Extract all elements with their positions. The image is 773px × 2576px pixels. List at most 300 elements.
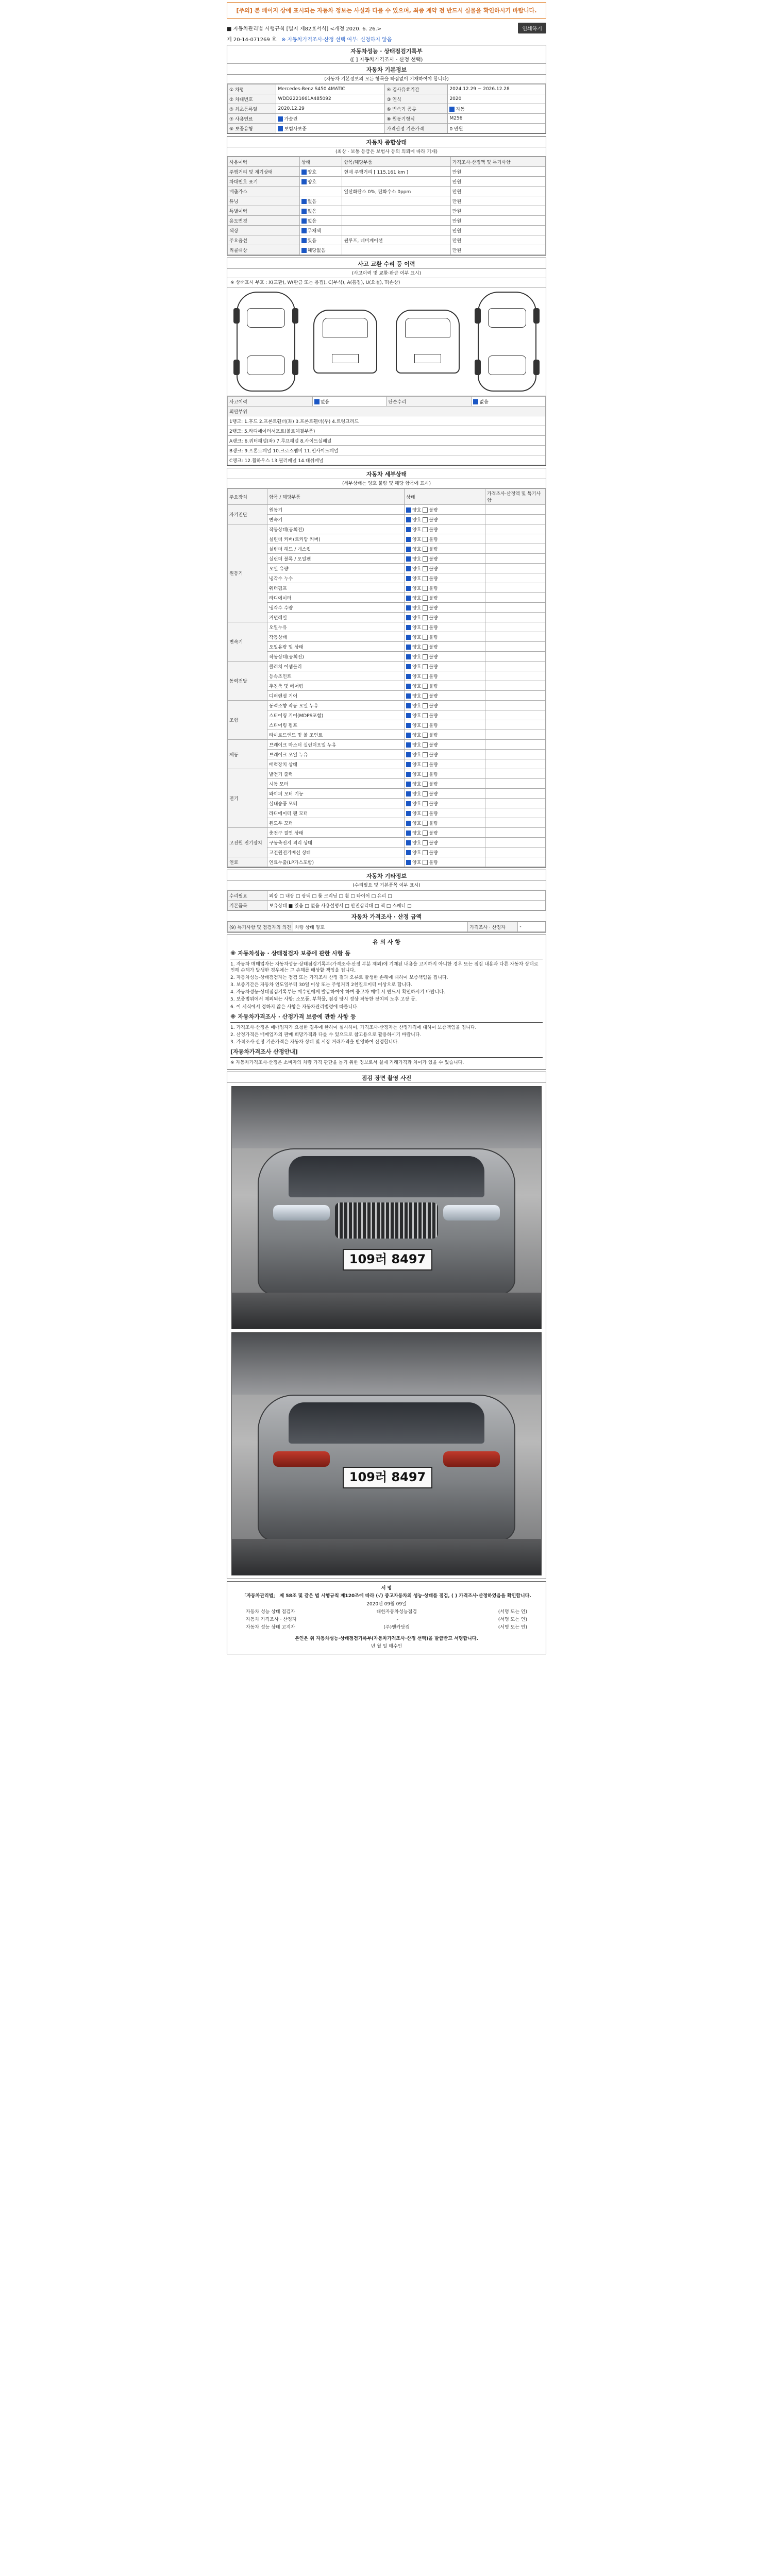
detail-item: 변속기 xyxy=(267,515,405,524)
detail-state-bad: 불량 xyxy=(429,527,438,533)
detail-row xyxy=(228,662,546,671)
detail-item: 작동상태(공회전) xyxy=(267,524,405,534)
checkbox-icon xyxy=(423,791,428,796)
checkbox-icon xyxy=(406,693,411,699)
doc-title xyxy=(227,45,546,64)
detail-item: 워터펌프 xyxy=(267,583,405,593)
checkbox-icon xyxy=(406,831,411,836)
model-label: ① 차명 xyxy=(228,84,276,94)
detail-note xyxy=(485,808,546,818)
signoff-name: 대한자동차성능점검 xyxy=(376,1609,417,1615)
accident-text: 없음 xyxy=(320,399,330,405)
status-state-text: 양호 xyxy=(307,170,317,175)
status-row-note: 만원 xyxy=(450,196,545,206)
accident-legend: ※ 상태표시 부호 : X(교환), W(판금 또는 용접), C(부식), A(흠집), U(요철), T(손상) xyxy=(227,278,546,287)
outer-row: 2랭크: 5.라디에이터서포트(볼트체결부품) xyxy=(228,426,546,436)
status-col-3: 항목/해당부품 xyxy=(342,157,450,167)
checkbox-icon xyxy=(406,752,411,757)
detail-state-bad: 불량 xyxy=(429,742,438,748)
opinion-head: 자동차 가격조사 · 산정 금액 xyxy=(227,910,546,922)
detail-state xyxy=(405,730,485,740)
detail-row xyxy=(228,691,546,701)
checkbox-icon xyxy=(423,547,428,552)
notes-title-1: ※ 자동차성능 · 상태점검자 보증에 관한 사항 등 xyxy=(230,950,543,959)
status-row-label: 주요옵션 xyxy=(228,235,300,245)
status-row-label: 차대번호 표기 xyxy=(228,177,300,187)
detail-note xyxy=(485,681,546,691)
detail-row xyxy=(228,515,546,524)
signoff-rows xyxy=(230,1608,543,1632)
checkbox-icon xyxy=(423,850,428,855)
checkbox-icon xyxy=(406,654,411,659)
details-sub: (세부상태는 양호 불량 및 해당 항목에 표시) xyxy=(227,479,546,488)
note-paragraph: ※ 자동차가격조사·산정은 소비자의 차량 가격 판단을 돕기 위한 정보로서 실제 거래가격과 차이가 있을 수 있습니다. xyxy=(230,1060,464,1065)
detail-note xyxy=(485,799,546,808)
detail-item: 와이퍼 모터 기능 xyxy=(267,789,405,799)
signoff-sign: (서명 또는 인) xyxy=(498,1609,527,1615)
detail-state xyxy=(405,534,485,544)
detail-row xyxy=(228,808,546,818)
checkbox-icon xyxy=(423,654,428,659)
vin-label: ② 차대번호 xyxy=(228,94,276,104)
checkbox-icon xyxy=(423,586,428,591)
detail-state xyxy=(405,818,485,828)
detail-row xyxy=(228,603,546,613)
status-row-label: 색상 xyxy=(228,226,300,235)
detail-row xyxy=(228,554,546,564)
detail-state-bad: 불량 xyxy=(429,772,438,777)
notes-title-2: ※ 자동차가격조사 · 산정가격 보증에 관한 사항 등 xyxy=(230,1013,543,1023)
status-row xyxy=(228,196,546,206)
basic-info-section xyxy=(227,45,546,134)
photos-section xyxy=(227,1072,546,1579)
signoff-intro: 「자동차관리법」 제 58조 및 같은 법 시행규칙 제120조에 따라 (√) 중고자동차의 성능·상태를 점검, ( ) 가격조사·산정하였음을 확인합니다. xyxy=(242,1594,531,1599)
detail-row xyxy=(228,652,546,662)
detail-row xyxy=(228,740,546,750)
status-row-item xyxy=(342,196,450,206)
checkbox-icon xyxy=(406,566,411,571)
status-state-text: 양호 xyxy=(307,179,317,185)
status-row-label: 주행거리 및 계기상태 xyxy=(228,167,300,177)
detail-note xyxy=(485,848,546,857)
detail-state xyxy=(405,593,485,603)
checkbox-icon xyxy=(423,596,428,601)
detail-item: 구동축전지 격리 상태 xyxy=(267,838,405,848)
detail-note xyxy=(485,632,546,642)
detail-state-bad: 불량 xyxy=(429,713,438,719)
detail-state xyxy=(405,838,485,848)
detail-item: 실내송풍 모터 xyxy=(267,799,405,808)
detail-row xyxy=(228,818,546,828)
checkbox-icon xyxy=(406,733,411,738)
detail-state-good: 양호 xyxy=(412,733,423,738)
detail-state xyxy=(405,544,485,554)
detail-item: 배력장치 상태 xyxy=(267,759,405,769)
detail-state-good: 양호 xyxy=(412,566,423,572)
status-row-note: 만원 xyxy=(450,226,545,235)
doc-title-sub: ([ ] 자동차가격조사 · 산정 선택) xyxy=(350,57,423,63)
detail-state-bad: 불량 xyxy=(429,517,438,523)
simple-text: 없음 xyxy=(479,399,489,405)
status-row xyxy=(228,245,546,255)
detail-note xyxy=(485,789,546,799)
status-state-text: 무채색 xyxy=(307,228,321,234)
detail-state xyxy=(405,652,485,662)
status-row-item: 썬루프, 네비게이션 xyxy=(342,235,450,245)
detail-state-bad: 불량 xyxy=(429,850,438,856)
detail-row xyxy=(228,730,546,740)
status-row-state xyxy=(299,167,342,177)
motor-value: M256 xyxy=(448,114,546,124)
warranty-value xyxy=(276,124,385,133)
status-row-note: 만원 xyxy=(450,167,545,177)
detail-state xyxy=(405,750,485,759)
detail-state-bad: 불량 xyxy=(429,537,438,543)
detail-row xyxy=(228,544,546,554)
detail-state-bad: 불량 xyxy=(429,860,438,866)
detail-state xyxy=(405,613,485,622)
checkbox-icon xyxy=(423,537,428,542)
detail-group: 원동기 xyxy=(228,524,267,622)
doc-title-main: 자동차성능 · 상태점검기록부 xyxy=(350,48,423,55)
reg-value: 2020.12.29 xyxy=(276,104,385,114)
detail-item: 냉각수 누수 xyxy=(267,573,405,583)
detail-state-bad: 불량 xyxy=(429,703,438,709)
detail-note xyxy=(485,622,546,632)
checkbox-icon xyxy=(406,664,411,669)
detail-row xyxy=(228,710,546,720)
notes-list-1 xyxy=(230,961,543,1010)
detail-note xyxy=(485,515,546,524)
status-row-note: 만원 xyxy=(450,206,545,216)
detail-note xyxy=(485,603,546,613)
detail-note xyxy=(485,662,546,671)
detail-state xyxy=(405,759,485,769)
detail-state xyxy=(405,740,485,750)
detail-state xyxy=(405,808,485,818)
detail-state-bad: 불량 xyxy=(429,547,438,552)
detail-item: 등속조인트 xyxy=(267,671,405,681)
note-paragraph: 1. 가격조사·산정은 매매업자가 요청한 경우에 한하여 실시하며, 가격조사·산정자는 산정가격에 대하여 보증책임을 집니다. xyxy=(230,1025,477,1030)
detail-note xyxy=(485,750,546,759)
note-paragraph: 1. 자동차 매매업자는 자동차성능·상태점검기록부(가격조사·산정 부분 제외)에 기재된 내용을 고지하지 아니한 경우 또는 점검 내용과 다른 자동차 상태로 인해 손해가 발생한 경우에는 그 손해를 배상할 책임을 집니다. xyxy=(230,961,539,973)
detail-state xyxy=(405,515,485,524)
status-row xyxy=(228,235,546,245)
checkbox-icon xyxy=(406,674,411,679)
detail-row xyxy=(228,769,546,779)
car-top-view-left-icon xyxy=(237,292,295,392)
detail-note xyxy=(485,691,546,701)
simple-label: 단순수리 xyxy=(386,397,472,406)
detail-state-good: 양호 xyxy=(412,547,423,552)
status-row-item xyxy=(342,245,450,255)
extra-head: 자동차 기타정보 xyxy=(227,870,546,881)
checkbox-icon xyxy=(423,860,428,865)
extra-table xyxy=(227,890,546,910)
detail-state xyxy=(405,573,485,583)
checkbox-icon xyxy=(406,723,411,728)
checkbox-icon xyxy=(406,645,411,650)
detail-state xyxy=(405,603,485,613)
status-sub: (최상 · 보통 등급은 보험사 등의 의뢰에 따라 기재) xyxy=(227,147,546,157)
detail-state-bad: 불량 xyxy=(429,684,438,689)
details-col-2: 항목 / 해당부품 xyxy=(267,489,405,505)
detail-state-bad: 불량 xyxy=(429,654,438,660)
detail-note xyxy=(485,769,546,779)
extra-value: 보유상태 ■ 있음 □ 없음 사용설명서 □ 안전삼각대 □ 잭 □ 스패너 □ xyxy=(267,901,546,910)
checkbox-icon xyxy=(423,635,428,640)
status-row-state xyxy=(299,177,342,187)
signoff-sign: (서명 또는 인) xyxy=(498,1625,527,1631)
status-row-state xyxy=(299,216,342,226)
model-value: Mercedes-Benz S450 4MATIC xyxy=(276,84,385,94)
detail-state-good: 양호 xyxy=(412,723,423,728)
accident-table xyxy=(227,396,546,465)
status-row-item xyxy=(342,177,450,187)
detail-state xyxy=(405,662,485,671)
outer-row: A랭크: 6.쿼터패널(좌) 7.루프패널 8.사이드실패널 xyxy=(228,436,546,446)
checkbox-icon xyxy=(423,605,428,611)
detail-state-good: 양호 xyxy=(412,811,423,817)
signoff-name: - xyxy=(396,1617,398,1623)
checkbox-icon xyxy=(406,596,411,601)
status-row-label: 용도변경 xyxy=(228,216,300,226)
outer-row: 1랭크: 1.후드 2.프론트휀더(좌) 3.프론트휀더(우) 4.트렁크리드 xyxy=(228,416,546,426)
outer-row: C랭크: 12.휠하우스 13.필러패널 14.대쉬패널 xyxy=(228,455,546,465)
status-row xyxy=(228,226,546,235)
checkbox-icon xyxy=(314,399,320,404)
checkbox-icon xyxy=(423,752,428,757)
accident-value xyxy=(312,397,386,406)
detail-note xyxy=(485,652,546,662)
status-row xyxy=(228,206,546,216)
detail-state-good: 양호 xyxy=(412,713,423,719)
accident-label: 사고이력 xyxy=(228,397,313,406)
status-row xyxy=(228,167,546,177)
detail-state-good: 양호 xyxy=(412,517,423,523)
checkbox-icon xyxy=(423,507,428,513)
extra-label: 수리필요 xyxy=(228,891,267,901)
checkbox-icon xyxy=(278,126,283,131)
signoff-row xyxy=(230,1616,543,1624)
car-diagram xyxy=(227,287,546,396)
detail-state-bad: 불량 xyxy=(429,645,438,650)
detail-state xyxy=(405,789,485,799)
detail-state-bad: 불량 xyxy=(429,566,438,572)
detail-row xyxy=(228,642,546,652)
basic-table xyxy=(227,84,546,133)
opinion-right-label: 가격조사 · 산정자 xyxy=(468,922,518,932)
detail-row xyxy=(228,838,546,848)
checkbox-icon xyxy=(423,713,428,718)
checkbox-icon xyxy=(406,801,411,806)
detail-item: 작동상태(공회전) xyxy=(267,652,405,662)
status-head: 자동차 종합상태 xyxy=(227,137,546,147)
checkbox-icon xyxy=(406,821,411,826)
checkbox-icon xyxy=(423,684,428,689)
checkbox-icon xyxy=(423,703,428,708)
status-state-text: 해당없음 xyxy=(307,248,326,253)
detail-note xyxy=(485,642,546,652)
detail-note xyxy=(485,534,546,544)
checkbox-icon xyxy=(406,527,411,532)
detail-note xyxy=(485,710,546,720)
detail-row xyxy=(228,505,546,515)
status-row xyxy=(228,187,546,196)
detail-state-good: 양호 xyxy=(412,576,423,582)
detail-state-bad: 불량 xyxy=(429,801,438,807)
status-row-item: 현재 주행거리 [ 115,161 km ] xyxy=(342,167,450,177)
detail-state xyxy=(405,848,485,857)
basic-sub: (자동차 기본정보의 모든 항목을 빠짐없이 기재하여야 합니다) xyxy=(227,75,546,84)
detail-state xyxy=(405,769,485,779)
checkbox-icon xyxy=(423,517,428,522)
detail-state-bad: 불량 xyxy=(429,831,438,836)
detail-note xyxy=(485,818,546,828)
opinion-left-label: (9) 특기사항 및 점검자의 의견 xyxy=(228,922,293,932)
details-table xyxy=(227,488,546,867)
checkbox-icon xyxy=(406,625,411,630)
detail-row xyxy=(228,828,546,838)
detail-row xyxy=(228,789,546,799)
detail-note xyxy=(485,505,546,515)
note-paragraph: 2. 자동차성능·상태점검자는 점검 또는 가격조사·산정 결과 오류로 발생한 손해에 대하여 보증책임을 집니다. xyxy=(230,975,448,980)
checkbox-icon xyxy=(406,684,411,689)
detail-state-good: 양호 xyxy=(412,752,423,758)
detail-item: 동력조향 작동 오일 누유 xyxy=(267,701,405,710)
detail-state xyxy=(405,505,485,515)
details-rows xyxy=(228,505,546,867)
checkbox-icon xyxy=(423,625,428,630)
detail-state-good: 양호 xyxy=(412,791,423,797)
checkbox-icon xyxy=(406,547,411,552)
detail-state-good: 양호 xyxy=(412,596,423,601)
checkbox-icon xyxy=(301,238,307,243)
details-section xyxy=(227,468,546,868)
detail-state xyxy=(405,632,485,642)
detail-state-good: 양호 xyxy=(412,615,423,621)
detail-state-good: 양호 xyxy=(412,762,423,768)
checkbox-icon xyxy=(406,840,411,845)
detail-row xyxy=(228,857,546,867)
status-row-state xyxy=(299,235,342,245)
detail-row xyxy=(228,632,546,642)
detail-row xyxy=(228,848,546,857)
note-paragraph: 2. 산정가격은 매매업자의 판매 희망가격과 다를 수 있으므로 참고용으로 활용하시기 바랍니다. xyxy=(230,1032,422,1038)
checkbox-icon xyxy=(423,674,428,679)
status-state-text: 있음 xyxy=(307,238,317,244)
accident-head: 사고 교환 수리 등 이력 xyxy=(227,258,546,269)
detail-state-bad: 불량 xyxy=(429,821,438,826)
status-row-state xyxy=(299,226,342,235)
checkbox-icon xyxy=(423,556,428,562)
trans-text: 자동 xyxy=(456,107,465,112)
checkbox-icon xyxy=(406,537,411,542)
simple-value xyxy=(472,397,546,406)
detail-state xyxy=(405,691,485,701)
form-header-row xyxy=(227,23,546,33)
status-col-1: 사용이력 xyxy=(228,157,300,167)
detail-state-good: 양호 xyxy=(412,537,423,543)
checkbox-icon xyxy=(301,228,307,233)
photos-caption: 점검 장면 촬영 사진 xyxy=(227,1072,546,1083)
detail-state-bad: 불량 xyxy=(429,556,438,562)
detail-note xyxy=(485,593,546,603)
detail-item: 작동상태 xyxy=(267,632,405,642)
price-label: 가격산정 기준가격 xyxy=(385,124,448,133)
detail-item: 오일누유 xyxy=(267,622,405,632)
warning-banner: [주의] 본 페이지 상에 표시되는 자동차 정보는 사실과 다를 수 있으며, 최종 계약 전 반드시 실물을 확인하시기 바랍니다. xyxy=(227,2,546,19)
detail-state-good: 양호 xyxy=(412,831,423,836)
checkbox-icon xyxy=(406,850,411,855)
status-row-label: 튜닝 xyxy=(228,196,300,206)
detail-item: 시동 모터 xyxy=(267,779,405,789)
signoff-role: 자동차 성능 상태 점검자 xyxy=(246,1609,295,1615)
detail-state-bad: 불량 xyxy=(429,762,438,768)
detail-note xyxy=(485,720,546,730)
checkbox-icon xyxy=(423,772,428,777)
extra-value: 외장 □ 내장 □ 광택 □ 룸 크리닝 □ 휠 □ 타이어 □ 유리 □ xyxy=(267,891,546,901)
detail-row xyxy=(228,564,546,573)
checkbox-icon xyxy=(406,586,411,591)
detail-state xyxy=(405,701,485,710)
note-paragraph: 6. 이 서식에서 정하지 않은 사항은 자동차관리법령에 따릅니다. xyxy=(230,1004,359,1010)
detail-state-bad: 불량 xyxy=(429,586,438,591)
checkbox-icon xyxy=(301,199,307,204)
fuel-value xyxy=(276,114,385,124)
detail-group: 제동 xyxy=(228,740,267,769)
signoff-sign: (서명 또는 인) xyxy=(498,1617,527,1623)
car-top-view-right-icon xyxy=(478,292,536,392)
print-button[interactable]: 인쇄하기 xyxy=(518,23,546,33)
trans-label: ⑥ 변속기 종류 xyxy=(385,104,448,114)
detail-item: 오일 유량 xyxy=(267,564,405,573)
detail-state-good: 양호 xyxy=(412,684,423,689)
detail-state xyxy=(405,642,485,652)
detail-note xyxy=(485,838,546,848)
outer-head: 외판부위 xyxy=(228,406,546,416)
warranty-label: ⑨ 보증유형 xyxy=(228,124,276,133)
detail-note xyxy=(485,857,546,867)
detail-state-good: 양호 xyxy=(412,664,423,670)
signoff-head: 서 명 xyxy=(381,1585,392,1591)
status-row-label: 특별이력 xyxy=(228,206,300,216)
detail-item: 연료누출(LP가스포함) xyxy=(267,857,405,867)
detail-note xyxy=(485,828,546,838)
outer-row: B랭크: 9.프론트패널 10.크로스멤버 11.인사이드패널 xyxy=(228,446,546,455)
details-head: 자동차 세부상태 xyxy=(227,468,546,479)
detail-row xyxy=(228,701,546,710)
year-label: ③ 연식 xyxy=(385,94,448,104)
status-table xyxy=(227,157,546,255)
checkbox-icon xyxy=(406,713,411,718)
status-row-label: 배출가스 xyxy=(228,187,300,196)
checkbox-icon xyxy=(406,507,411,513)
detail-state-bad: 불량 xyxy=(429,615,438,621)
checkbox-icon xyxy=(423,615,428,620)
detail-state-good: 양호 xyxy=(412,693,423,699)
signoff-footer: 본인은 위 자동차성능·상태점검기록부(자동차가격조사·산정 선택)을 발급받고 서명합니다. xyxy=(295,1636,478,1641)
detail-item: 냉각수 수량 xyxy=(267,603,405,613)
detail-item: 추진축 및 베어링 xyxy=(267,681,405,691)
motor-label: ⑧ 원동기형식 xyxy=(385,114,448,124)
detail-note xyxy=(485,701,546,710)
status-row-item: 일산화탄소 0%, 탄화수소 0ppm xyxy=(342,187,450,196)
detail-row xyxy=(228,671,546,681)
detail-row xyxy=(228,681,546,691)
license-plate: 109러 8497 xyxy=(343,1249,432,1270)
detail-row xyxy=(228,534,546,544)
